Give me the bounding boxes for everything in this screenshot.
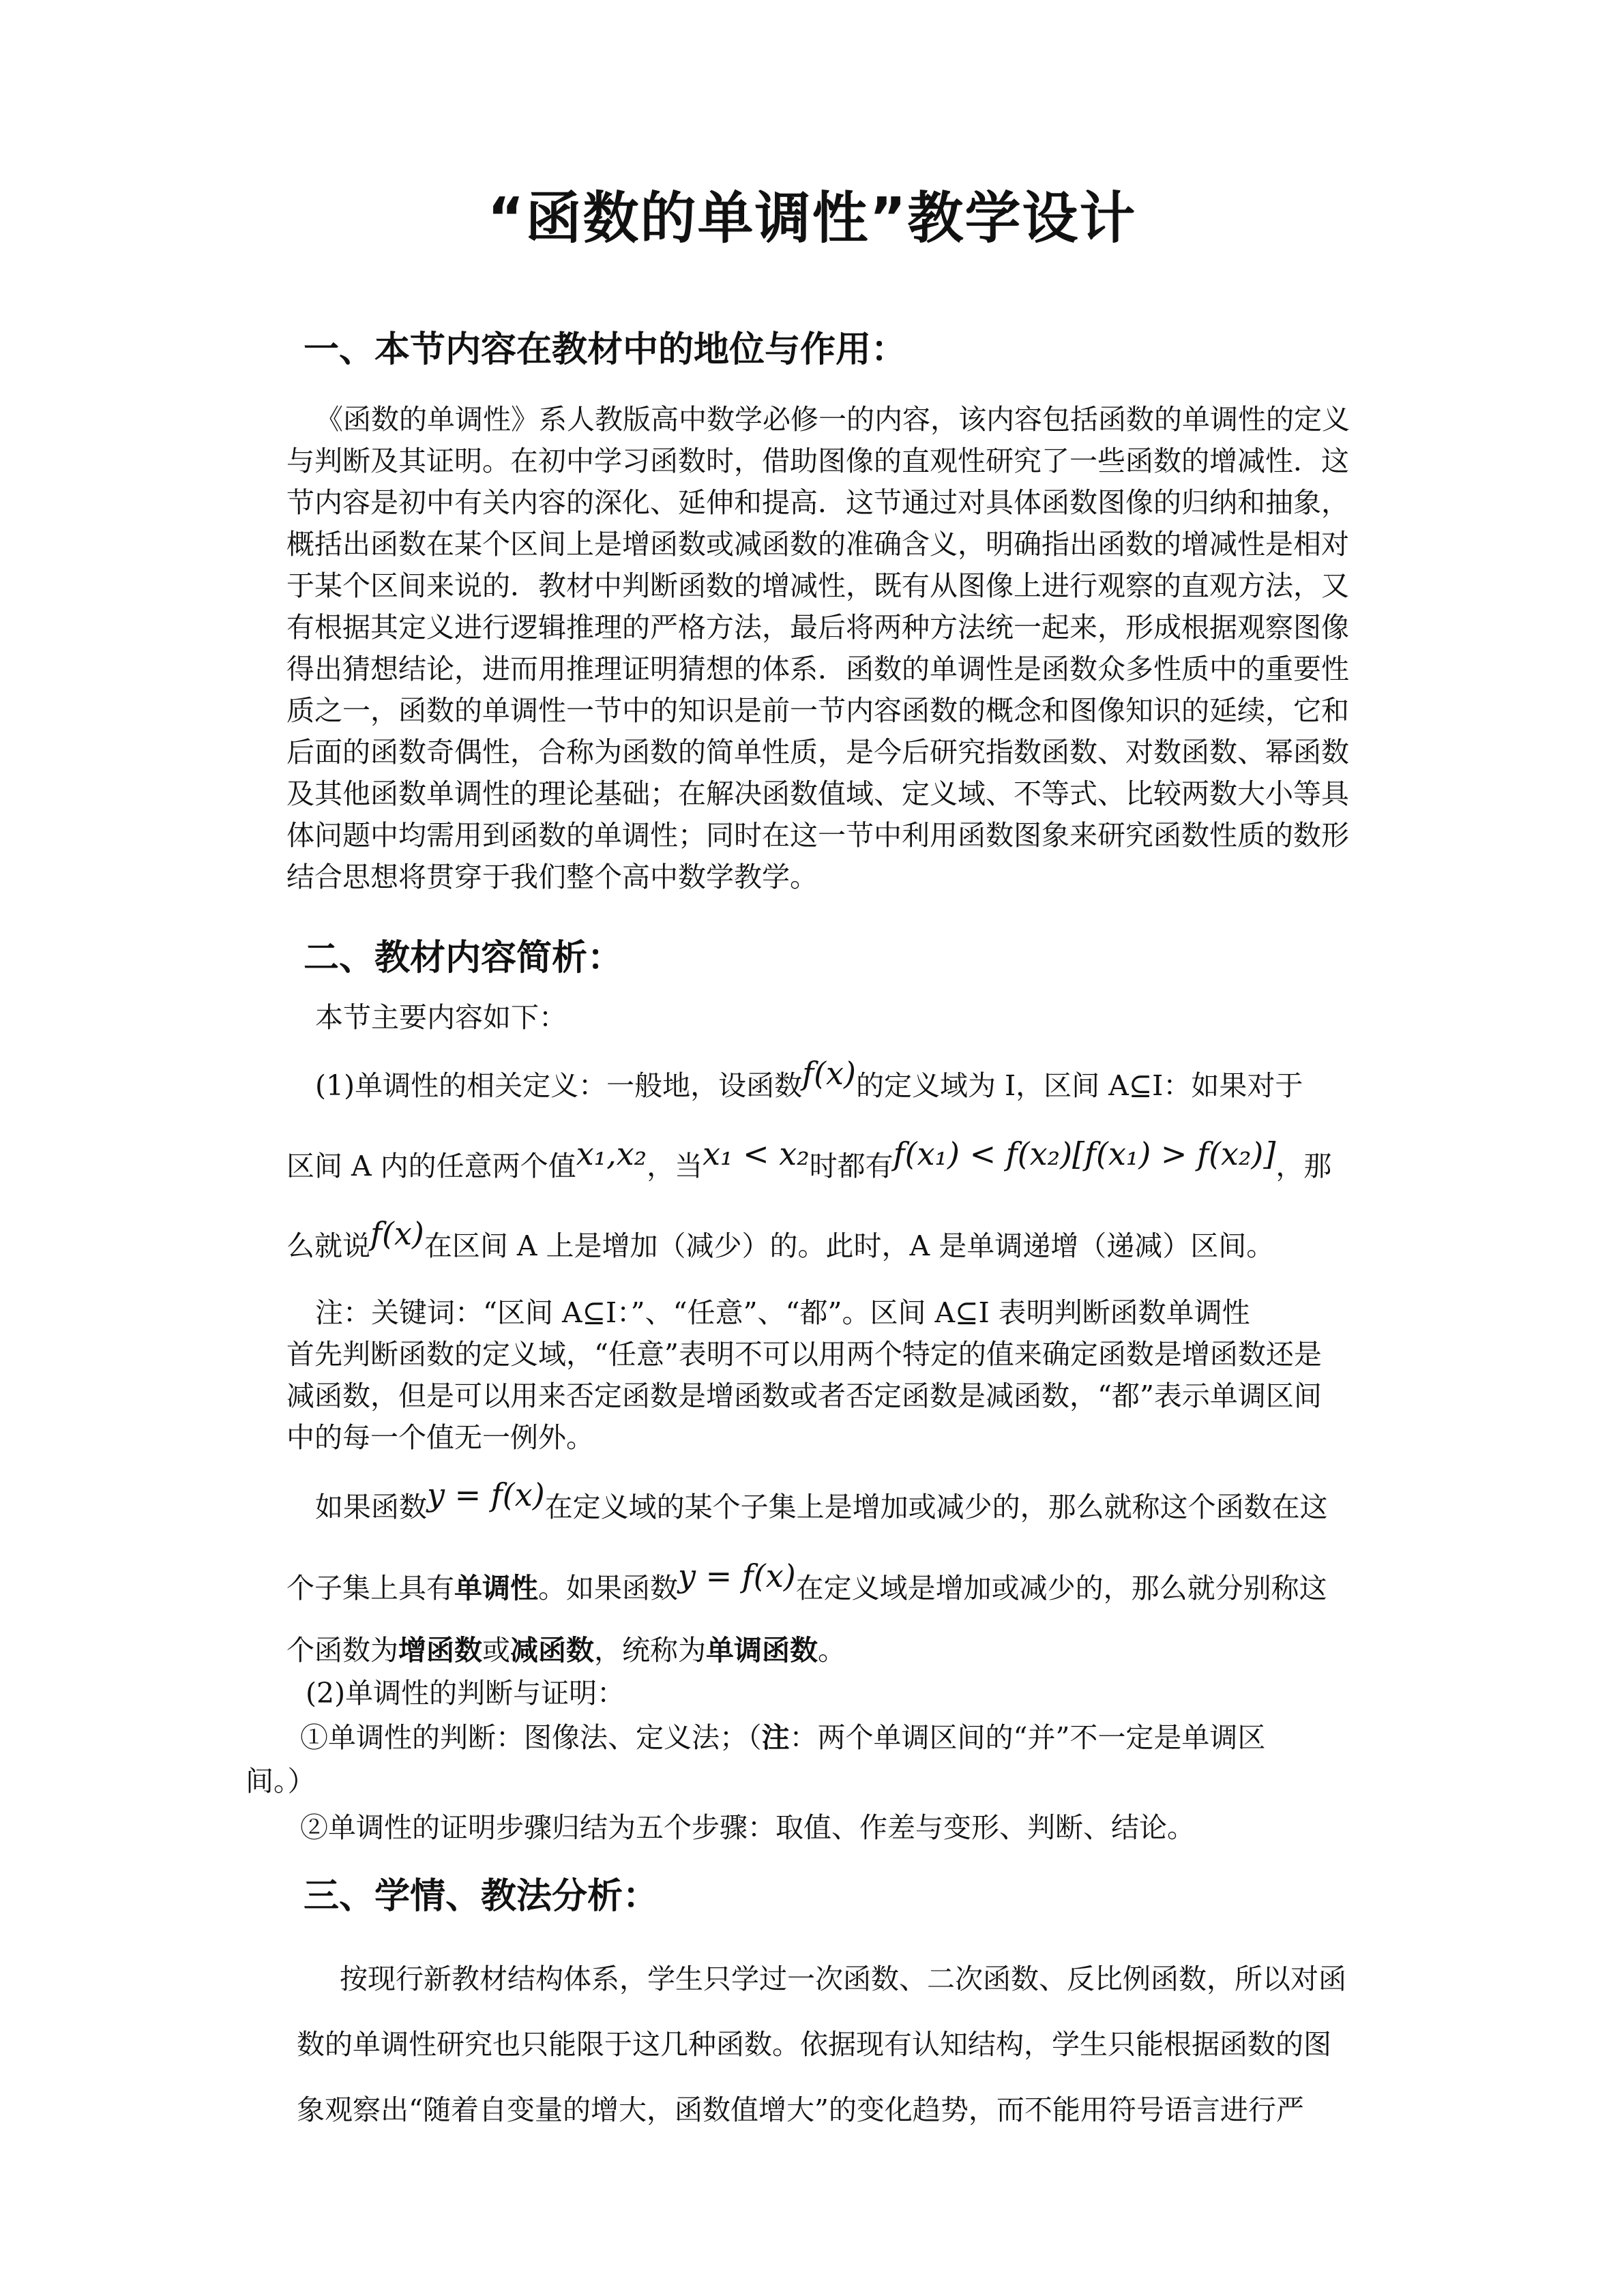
- definition-line-1: [315, 1055, 1303, 1106]
- text: ①单调性的判断：图像法、定义法；（: [300, 1721, 762, 1754]
- monotonic-line-2: [286, 1557, 1327, 1609]
- note-line: 注：关键词：“区间 A⊆I：”、“任意”、“都”。区间 A⊆I 表明判断函数单调性: [315, 1296, 1250, 1329]
- text: 个子集上具有: [286, 1572, 454, 1605]
- section1-line: 得出猜想结论，进而用推理证明猜想的体系．函数的单调性是函数众多性质中的重要性: [286, 653, 1349, 685]
- judge-line-1: [300, 1717, 1265, 1758]
- bold-term: 单调性: [454, 1572, 538, 1605]
- text: ，统称为: [594, 1634, 706, 1667]
- text: 。: [818, 1634, 846, 1667]
- note-line: 减函数，但是可以用来否定函数是增函数或者否定函数是减函数，“都”表示单调区间: [286, 1380, 1322, 1412]
- formula-x1-lt-x2: x₁ < x₂: [703, 1135, 810, 1172]
- document-title: “函数的单调性”教学设计: [487, 186, 1137, 251]
- text: ：两个单调区间的“并”不一定是单调区: [789, 1721, 1266, 1754]
- definition-line-2: [286, 1135, 1332, 1187]
- text: 时都有: [809, 1150, 894, 1182]
- section1-line: 体问题中均需用到函数的单调性；同时在这一节中利用函数图象来研究函数性质的数形: [286, 819, 1349, 852]
- text: 区间 A 内的任意两个值: [286, 1150, 576, 1182]
- judge-line-2: ②单调性的证明步骤归结为五个步骤：取值、作差与变形、判断、结论。: [300, 1811, 1195, 1844]
- section1-line: 结合思想将贯穿于我们整个高中数学教学。: [286, 861, 818, 893]
- text: ，当: [647, 1150, 703, 1182]
- section2-heading: 二、教材内容简析：: [304, 938, 623, 979]
- section1-line: 有根据其定义进行逻辑推理的严格方法，最后将两种方法统一起来，形成根据观察图像: [286, 611, 1349, 644]
- section1-line: 及其他函数单调性的理论基础；在解决函数值域、定义域、不等式、比较两数大小等具: [286, 777, 1349, 810]
- text: ，那: [1275, 1150, 1332, 1182]
- text: 么就说: [286, 1229, 370, 1262]
- text: (1)单调性的相关定义：一般地，设函数: [315, 1069, 803, 1102]
- judge-title: (2)单调性的判断与证明：: [306, 1677, 625, 1710]
- formula-x1-x2: x₁,x₂: [576, 1135, 647, 1172]
- text: 如果函数: [315, 1491, 427, 1523]
- definition-line-3: [286, 1215, 1275, 1266]
- monotonic-line-3: [286, 1630, 846, 1671]
- section1-line: 后面的函数奇偶性，合称为函数的简单性质，是今后研究指数函数、对数函数、幂函数: [286, 736, 1349, 769]
- section1-line: 《函数的单调性》系人教版高中数学必修一的内容，该内容包括函数的单调性的定义: [315, 403, 1350, 436]
- text: 或: [482, 1634, 510, 1667]
- formula-monotonic-condition: f(x₁) < f(x₂)[f(x₁) > f(x₂)]: [893, 1135, 1276, 1172]
- section1-line: 与判断及其证明。在初中学习函数时，借助图像的直观性研究了一些函数的增减性．这: [286, 445, 1349, 477]
- formula-y-eq-fx: y = f(x): [427, 1476, 545, 1513]
- bold-term: 单调函数: [706, 1634, 818, 1667]
- section1-line: 质之一，函数的单调性一节中的知识是前一节内容函数的概念和图像知识的延续，它和: [286, 694, 1349, 727]
- section1-line: 节内容是初中有关内容的深化、延伸和提高．这节通过对具体函数图像的归纳和抽象，: [286, 486, 1349, 519]
- formula-fx: f(x): [802, 1055, 856, 1092]
- text: 在区间 A 上是增加（减少）的。此时，A 是单调递增（递减）区间。: [424, 1229, 1275, 1262]
- formula-y-eq-fx: y = f(x): [678, 1557, 796, 1594]
- bold-term: 增函数: [398, 1634, 482, 1667]
- text: 。如果函数: [538, 1572, 678, 1605]
- note-line: 中的每一个值无一例外。: [286, 1421, 594, 1454]
- monotonic-line-1: [315, 1476, 1328, 1527]
- text: 在定义域的某个子集上是增加或减少的，那么就称这个函数在这: [544, 1491, 1328, 1523]
- section1-line: 于某个区间来说的．教材中判断函数的增减性，既有从图像上进行观察的直观方法，又: [286, 569, 1349, 602]
- text: 的定义域为 I，区间 A⊆I：如果对于: [855, 1069, 1303, 1102]
- note-line: 首先判断函数的定义域，“任意”表明不可以用两个特定的值来确定函数是增函数还是: [286, 1338, 1322, 1371]
- section3-line: 按现行新教材结构体系，学生只学过一次函数、二次函数、反比例函数，所以对函: [340, 1963, 1346, 1995]
- section1-line: 概括出函数在某个区间上是增函数或减函数的准确含义，明确指出函数的增减性是相对: [286, 528, 1349, 561]
- judge-line-1-wrap: 间。）: [246, 1765, 316, 1798]
- section1-heading: 一、本节内容在教材中的地位与作用：: [304, 329, 907, 370]
- formula-fx: f(x): [370, 1215, 424, 1252]
- bold-term: 注: [761, 1721, 790, 1754]
- section3-line: 象观察出“随着自变量的增大，函数值增大”的变化趋势，而不能用符号语言进行严: [297, 2093, 1304, 2126]
- section3-heading: 三、学情、教法分析：: [304, 1876, 659, 1917]
- text: 在定义域是增加或减少的，那么就分别称这: [795, 1572, 1327, 1605]
- bold-term: 减函数: [510, 1634, 594, 1667]
- section3-line: 数的单调性研究也只能限于这几种函数。依据现有认知结构，学生只能根据函数的图: [297, 2028, 1331, 2061]
- section2-intro: 本节主要内容如下：: [315, 1001, 567, 1034]
- text: 个函数为: [286, 1634, 398, 1667]
